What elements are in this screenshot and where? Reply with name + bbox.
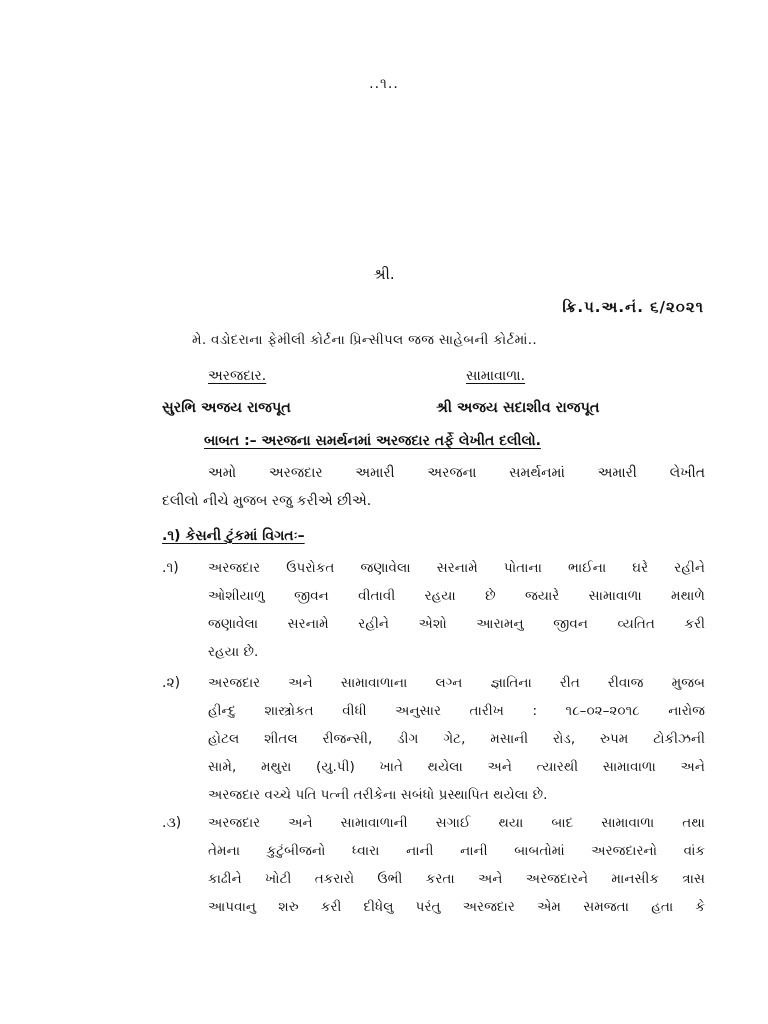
section-heading: .૧) કેસની ટુંકમાં વિગતઃ– [162,528,305,544]
paragraph-number: .૧) [162,560,179,576]
applicant-label: અરજદાર. [208,368,267,384]
paragraph-line: હીન્દુ શાસ્ત્રોકત વીધી અનુસાર તારીખ : ૧૮–૦૨–૨૦૧૮ નારોજ [208,703,705,719]
paragraph-line: કાઢીને ખોટી તકરારો ઉભી કરતા અને અરજદારને માનસીક ત્રાસ [208,871,705,887]
paragraph-line: જણાવેલા સરનામે રહીને એશો આરામનુ જીવન વ્યતિત કરી [208,616,705,632]
paragraph-line: તેમના કુટુંબીજનો ધ્વારા નાની નાની બાબતોમાં અરજદારનો વાંક [208,843,705,859]
respondent-label: સામાવાળા. [466,368,526,384]
intro-line: દલીલો નીચે મુજબ રજુ કરીએ છીએ. [162,493,372,509]
subject-line: બાબત :– અરજના સમર્થનમાં અરજદાર તર્ફે લેખીત દલીલો. [204,433,541,449]
paragraph-line: રહયા છે. [208,644,259,660]
respondent-name: શ્રી અજય સદાશીવ રાજપૂત [436,400,600,416]
intro-line: અમો અરજદાર અમારી અરજના સમર્થનમાં અમારી લેખીત [208,465,705,481]
paragraph-line: હોટલ શીતલ રીજન્સી, ડીગ ગેટ, મસાની રોડ, રુપમ ટોકીઝની [208,731,705,747]
paragraph-line: અરજદાર વચ્ચે પતિ પત્ની તરીકેના સબંધો પ્રસ્થાપિત થયેલા છે. [208,787,548,803]
paragraph-line: આપવાનુ શરુ કરી દીધેલુ પરંતુ અરજદાર એમ સમજતા હતા કે [208,899,705,915]
paragraph-line: અરજદાર અને સામાવાળાની સગાઈ થયા બાદ સામાવાળા તથા [208,815,705,831]
paragraph-number: .૨) [162,675,181,691]
case-number: ક્રિ.પ.અ.નં. ૬/૨૦૨૧ [562,298,704,316]
invocation-shri: શ્રી. [373,265,395,283]
court-name: મે. વડોદરાના ફેમીલી કોર્ટના પ્રિન્સીપલ જજ સાહેબની કોર્ટમાં.. [192,332,537,348]
paragraph-number: .૩) [162,815,182,831]
paragraph-line: અરજદાર અને સામાવાળાના લગ્ન જ્ઞાતિના રીત રીવાજ મુજબ [208,675,705,691]
paragraph-line: સામે, મથુરા (યુ.પી) ખાતે થયેલા અને ત્યારથી સામાવાળા અને [208,759,705,775]
applicant-name: સુરભિ અજય રાજપૂત [162,400,291,416]
paragraph-line: અરજદાર ઉપરોકત જણાવેલા સરનામે પોતાના ભાઈના ઘરે રહીને [208,560,705,576]
page-number: ..૧.. [369,76,399,92]
paragraph-line: ઓશીયાળુ જીવન વીતાવી રહયા છે જયારે સામાવાળા મથાળે [208,588,705,604]
